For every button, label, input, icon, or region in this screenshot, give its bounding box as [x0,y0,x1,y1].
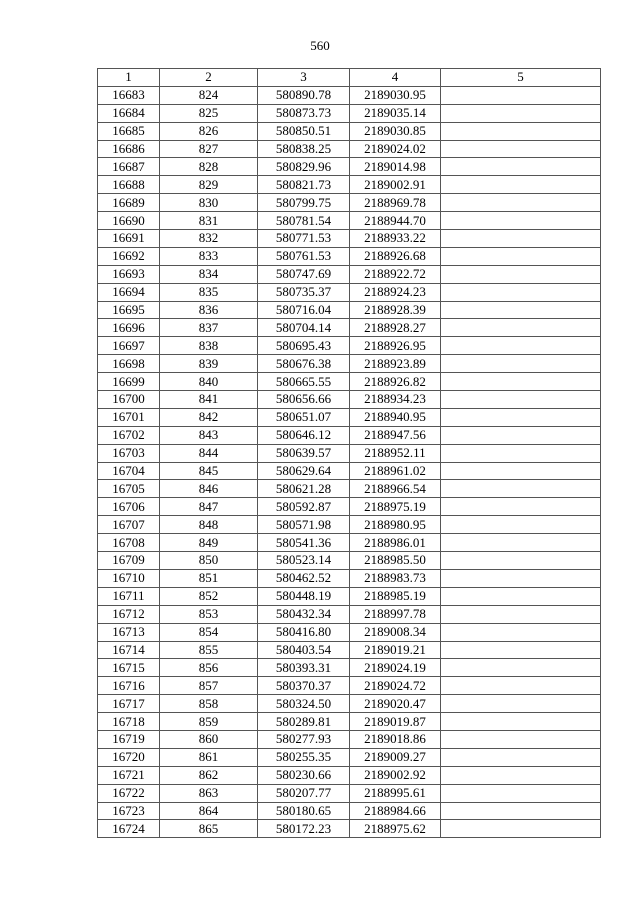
table-cell [441,391,601,409]
table-cell [441,784,601,802]
table-row [98,212,601,230]
table-cell: 844 [160,444,258,462]
table-row [98,498,601,516]
table-cell: 580821.73 [258,176,350,194]
table-cell: 580850.51 [258,122,350,140]
table-cell: 16719 [98,730,160,748]
table-cell [441,301,601,319]
table-cell: 16701 [98,408,160,426]
table-cell: 2189018.86 [350,730,441,748]
table-row [98,337,601,355]
table-cell: 16724 [98,820,160,838]
table-cell [441,820,601,838]
table-cell: 2188944.70 [350,212,441,230]
table-cell: 16694 [98,283,160,301]
table-row [98,802,601,820]
table-cell: 835 [160,283,258,301]
table-cell: 16706 [98,498,160,516]
table-cell [441,373,601,391]
table-row [98,194,601,212]
table-cell: 2189024.19 [350,659,441,677]
table-row [98,426,601,444]
table-cell: 16716 [98,677,160,695]
page-number: 560 [310,38,330,53]
table-cell: 580277.93 [258,730,350,748]
table-cell: 16688 [98,176,160,194]
table-cell: 16718 [98,713,160,731]
table-cell: 846 [160,480,258,498]
table-cell: 16712 [98,605,160,623]
table-cell: 16703 [98,444,160,462]
table-cell: 861 [160,748,258,766]
table-cell: 580289.81 [258,713,350,731]
table-cell: 862 [160,766,258,784]
table-cell: 16685 [98,122,160,140]
table-cell [441,569,601,587]
table-cell [441,283,601,301]
table-cell: 580541.36 [258,534,350,552]
table-cell: 838 [160,337,258,355]
table-cell [441,158,601,176]
table-cell: 16689 [98,194,160,212]
table-cell: 580838.25 [258,140,350,158]
table-cell: 2188983.73 [350,569,441,587]
table-cell: 2188985.19 [350,587,441,605]
table-cell: 828 [160,158,258,176]
table-cell: 853 [160,605,258,623]
table-cell: 2188924.23 [350,283,441,301]
table-cell: 16683 [98,86,160,104]
table-cell: 16684 [98,104,160,122]
table-cell: 580592.87 [258,498,350,516]
header-row [98,69,601,87]
table-cell: 2188985.50 [350,552,441,570]
table-cell: 580393.31 [258,659,350,677]
table-cell: 580639.57 [258,444,350,462]
table-cell: 847 [160,498,258,516]
table-cell: 580799.75 [258,194,350,212]
table-cell: 2188928.27 [350,319,441,337]
table-row [98,766,601,784]
table-cell: 857 [160,677,258,695]
table-cell: 2188940.95 [350,408,441,426]
table-cell: 849 [160,534,258,552]
table-cell: 16713 [98,623,160,641]
table-cell: 580735.37 [258,283,350,301]
table-cell [441,319,601,337]
table-cell: 824 [160,86,258,104]
table-row [98,408,601,426]
table-cell: 854 [160,623,258,641]
table-row [98,140,601,158]
table-cell: 2189019.21 [350,641,441,659]
table-cell [441,605,601,623]
table-cell [441,623,601,641]
table-cell: 832 [160,230,258,248]
table-cell [441,122,601,140]
column-header: 5 [441,69,601,87]
table-cell: 2188984.66 [350,802,441,820]
table-row [98,605,601,623]
table-cell: 2189002.92 [350,766,441,784]
table-cell: 16698 [98,355,160,373]
table-cell: 16700 [98,391,160,409]
table-cell: 580890.78 [258,86,350,104]
table-cell: 16690 [98,212,160,230]
table-row [98,659,601,677]
table-row [98,301,601,319]
table-cell: 16695 [98,301,160,319]
table-cell: 850 [160,552,258,570]
table-cell: 839 [160,355,258,373]
table-cell: 580646.12 [258,426,350,444]
table-cell: 2188975.62 [350,820,441,838]
table-row [98,283,601,301]
table-cell [441,408,601,426]
table-cell: 580747.69 [258,265,350,283]
table-row [98,462,601,480]
table-cell: 16720 [98,748,160,766]
table-cell: 580324.50 [258,695,350,713]
table-cell: 842 [160,408,258,426]
table-cell: 2188986.01 [350,534,441,552]
table-row [98,534,601,552]
table-cell: 2189030.85 [350,122,441,140]
table-cell: 580656.66 [258,391,350,409]
table-row [98,820,601,838]
table-cell: 16687 [98,158,160,176]
table-cell [441,212,601,230]
table-cell [441,104,601,122]
table-cell: 2189035.14 [350,104,441,122]
table-cell: 16721 [98,766,160,784]
table-cell: 843 [160,426,258,444]
table-row [98,730,601,748]
table-cell: 829 [160,176,258,194]
table-cell [441,802,601,820]
table-cell: 825 [160,104,258,122]
table-cell [441,748,601,766]
table-cell [441,426,601,444]
table-row [98,748,601,766]
table-cell: 848 [160,516,258,534]
table-cell: 580416.80 [258,623,350,641]
table-cell: 2189020.47 [350,695,441,713]
table-cell: 2188975.19 [350,498,441,516]
table-cell: 580651.07 [258,408,350,426]
table-cell: 580716.04 [258,301,350,319]
table-cell: 840 [160,373,258,391]
table-cell [441,730,601,748]
table-row [98,552,601,570]
table-cell: 845 [160,462,258,480]
table-cell: 580370.37 [258,677,350,695]
table-cell [441,265,601,283]
table-cell: 580771.53 [258,230,350,248]
table-cell: 16699 [98,373,160,391]
column-header: 4 [350,69,441,87]
table-cell: 864 [160,802,258,820]
table-cell: 580523.14 [258,552,350,570]
table-cell: 2189008.34 [350,623,441,641]
table-cell: 2188922.72 [350,265,441,283]
table-cell: 580781.54 [258,212,350,230]
table-cell: 16692 [98,247,160,265]
table-cell: 580172.23 [258,820,350,838]
table-cell [441,230,601,248]
table-cell: 16705 [98,480,160,498]
table-cell: 836 [160,301,258,319]
table-row [98,516,601,534]
table-cell [441,552,601,570]
table-cell [441,641,601,659]
table-cell: 16722 [98,784,160,802]
table-cell: 16696 [98,319,160,337]
table-cell: 2189009.27 [350,748,441,766]
table-cell [441,337,601,355]
table-cell: 2188997.78 [350,605,441,623]
table-cell: 580255.35 [258,748,350,766]
table-cell [441,516,601,534]
table-cell [441,695,601,713]
table-cell: 855 [160,641,258,659]
table-cell: 16693 [98,265,160,283]
table-cell: 16691 [98,230,160,248]
table-cell: 16708 [98,534,160,552]
table-cell: 2188934.23 [350,391,441,409]
table-cell: 2188980.95 [350,516,441,534]
table-row [98,587,601,605]
table-row [98,230,601,248]
table-row [98,623,601,641]
table-cell [441,713,601,731]
table-row [98,158,601,176]
table-cell: 580403.54 [258,641,350,659]
table-cell: 830 [160,194,258,212]
table-row [98,373,601,391]
table-body [98,86,601,837]
table-cell: 580432.34 [258,605,350,623]
column-header: 1 [98,69,160,87]
table-cell: 858 [160,695,258,713]
table-cell: 2188966.54 [350,480,441,498]
table-cell: 580629.64 [258,462,350,480]
table-cell: 2188923.89 [350,355,441,373]
table-cell [441,194,601,212]
table-cell: 865 [160,820,258,838]
table-cell: 580462.52 [258,569,350,587]
table-cell [441,247,601,265]
table-cell: 859 [160,713,258,731]
table-cell: 2188952.11 [350,444,441,462]
table-cell [441,176,601,194]
table-cell: 16717 [98,695,160,713]
table-cell: 851 [160,569,258,587]
table-row [98,713,601,731]
table-cell: 580207.77 [258,784,350,802]
table-row [98,444,601,462]
table-cell: 827 [160,140,258,158]
table-cell: 16710 [98,569,160,587]
table-cell: 580695.43 [258,337,350,355]
table-cell: 863 [160,784,258,802]
table-cell: 2188926.68 [350,247,441,265]
table-cell: 834 [160,265,258,283]
table-cell: 856 [160,659,258,677]
table-cell [441,587,601,605]
table-row [98,104,601,122]
table-cell [441,498,601,516]
column-header: 3 [258,69,350,87]
table-row [98,319,601,337]
table-cell [441,534,601,552]
table-cell: 580448.19 [258,587,350,605]
table-cell [441,462,601,480]
table-row [98,391,601,409]
table-cell: 16715 [98,659,160,677]
table-cell: 580665.55 [258,373,350,391]
table-cell: 16707 [98,516,160,534]
table-row [98,480,601,498]
table-cell: 2189014.98 [350,158,441,176]
table-cell: 16723 [98,802,160,820]
table-row [98,677,601,695]
table-cell: 2188926.95 [350,337,441,355]
table-cell: 16709 [98,552,160,570]
table-row [98,247,601,265]
table-row [98,641,601,659]
column-header: 2 [160,69,258,87]
table-cell: 580704.14 [258,319,350,337]
table-cell [441,677,601,695]
table-cell: 16702 [98,426,160,444]
table-cell: 2189024.02 [350,140,441,158]
table-cell [441,140,601,158]
table-cell: 2189019.87 [350,713,441,731]
table-cell: 2188969.78 [350,194,441,212]
table-cell: 2188947.56 [350,426,441,444]
table-cell: 2188928.39 [350,301,441,319]
table-row [98,695,601,713]
table-cell: 2188961.02 [350,462,441,480]
table-cell [441,659,601,677]
table-cell: 2188926.82 [350,373,441,391]
table-row [98,265,601,283]
table-cell [441,480,601,498]
table-cell: 580761.53 [258,247,350,265]
table-cell: 2189030.95 [350,86,441,104]
table-cell: 16697 [98,337,160,355]
table-cell: 826 [160,122,258,140]
table-cell: 580571.98 [258,516,350,534]
table-cell: 837 [160,319,258,337]
table-cell: 2189024.72 [350,677,441,695]
table-cell [441,86,601,104]
table-cell: 580676.38 [258,355,350,373]
table-cell: 16714 [98,641,160,659]
table-cell: 2188933.22 [350,230,441,248]
table-row [98,569,601,587]
table-cell: 580829.96 [258,158,350,176]
table-row [98,355,601,373]
table-row [98,86,601,104]
table-cell [441,766,601,784]
table-cell: 16704 [98,462,160,480]
table-cell: 831 [160,212,258,230]
table-cell: 580180.65 [258,802,350,820]
table-cell: 16711 [98,587,160,605]
table-cell: 580621.28 [258,480,350,498]
table-cell: 852 [160,587,258,605]
table-cell: 841 [160,391,258,409]
table-cell [441,444,601,462]
table-cell: 580873.73 [258,104,350,122]
table-cell: 16686 [98,140,160,158]
table-cell: 2189002.91 [350,176,441,194]
table-row [98,122,601,140]
table-row [98,784,601,802]
table-cell: 580230.66 [258,766,350,784]
coordinates-table [97,68,601,838]
table-row [98,176,601,194]
table-cell: 833 [160,247,258,265]
table-cell: 2188995.61 [350,784,441,802]
table-cell [441,355,601,373]
table-cell: 860 [160,730,258,748]
